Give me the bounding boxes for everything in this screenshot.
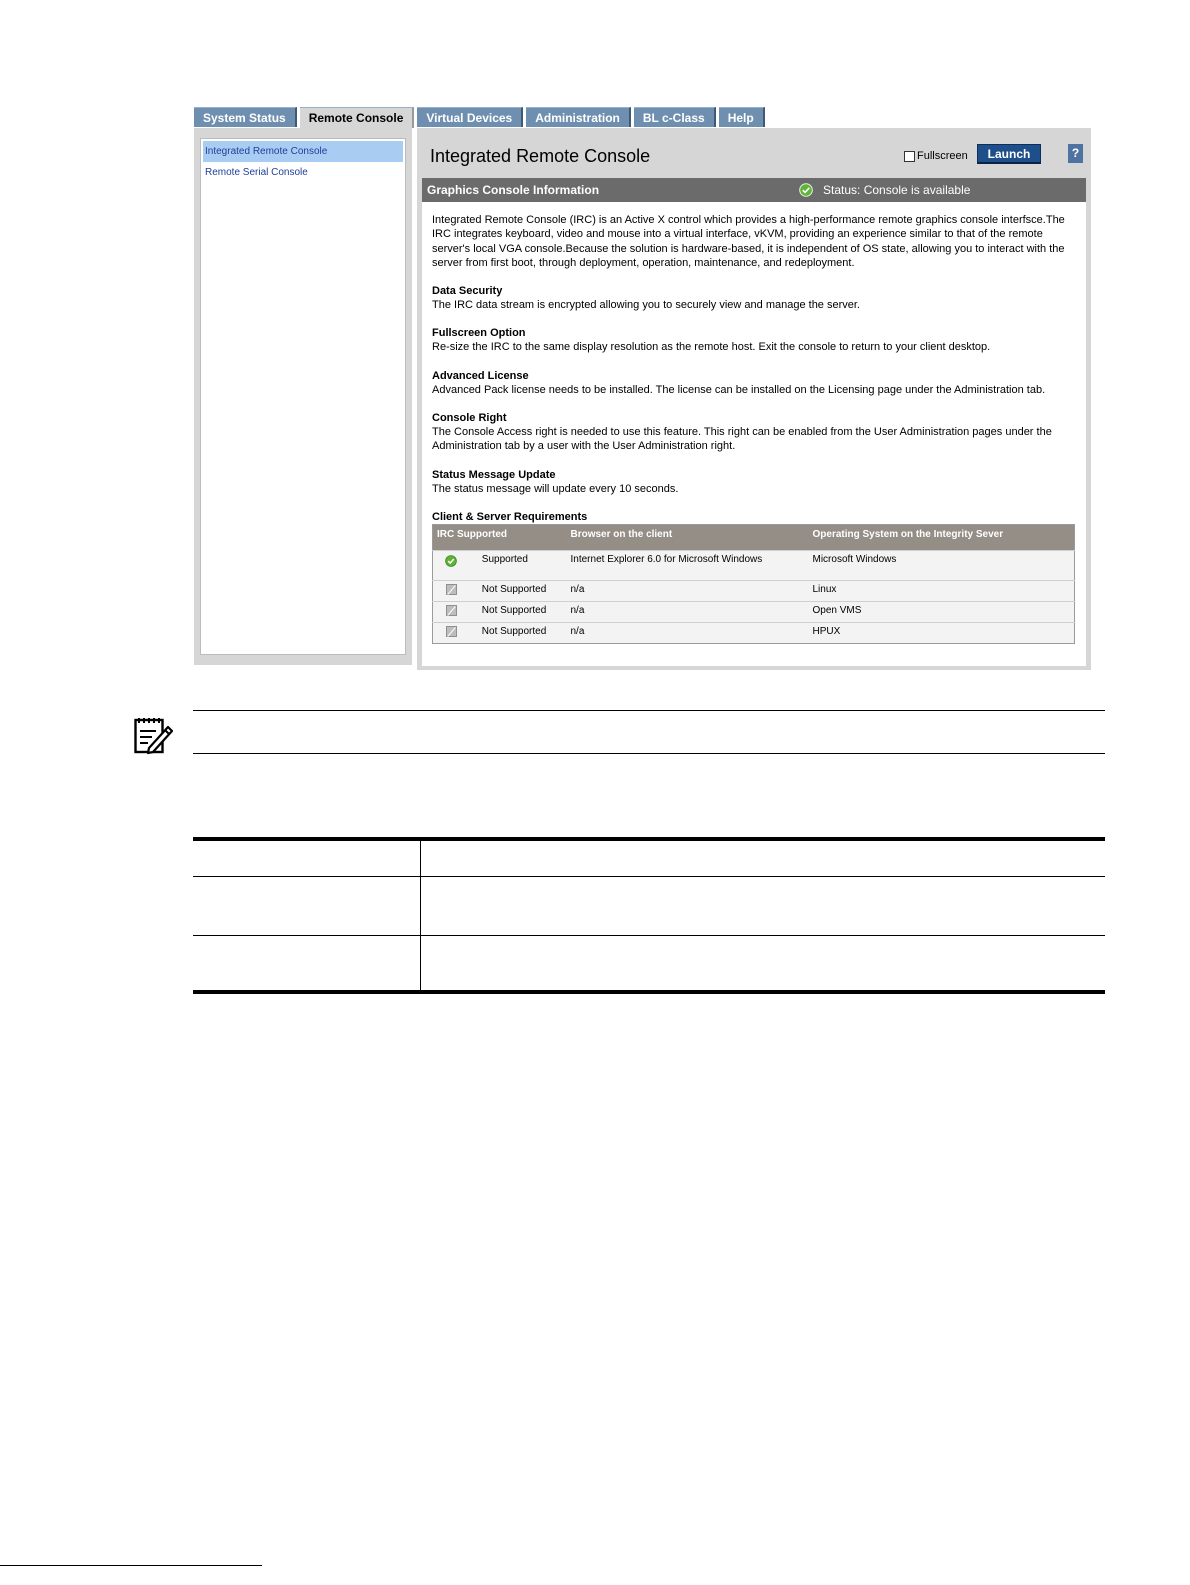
console-info-content xyxy=(422,202,1086,666)
table-row xyxy=(433,550,1075,580)
supported-value: Not Supported xyxy=(481,625,547,637)
launch-button[interactable]: Launch xyxy=(977,144,1041,164)
table-column-divider xyxy=(420,841,421,990)
sidebar-list xyxy=(200,138,406,655)
requirements-table xyxy=(432,524,1075,644)
check-circle-icon xyxy=(445,555,457,567)
table-cell xyxy=(433,622,567,643)
section-status-message-update xyxy=(432,468,1076,496)
pencil-box-icon xyxy=(446,584,457,595)
page-header xyxy=(422,128,1086,178)
table-cell: Internet Explorer 6.0 for Microsoft Windows xyxy=(567,550,809,580)
fullscreen-label: Fullscreen xyxy=(917,150,968,162)
supported-value: Not Supported xyxy=(481,604,547,616)
section-text: The status message will update every 10 seconds. xyxy=(432,482,679,495)
main-panel xyxy=(417,128,1091,670)
section-heading: Fullscreen Option xyxy=(432,327,526,340)
section-fullscreen-option xyxy=(432,326,1076,354)
table-cell: Linux xyxy=(809,580,1075,601)
table-cell: Open VMS xyxy=(809,601,1075,622)
column-header: Browser on the client xyxy=(567,524,809,550)
pencil-box-icon xyxy=(446,605,457,616)
footnote-rule xyxy=(0,1565,262,1566)
pencil-box-icon xyxy=(446,626,457,637)
table-cell: Microsoft Windows xyxy=(809,550,1075,580)
sidebar xyxy=(194,128,412,665)
column-header: IRC Supported xyxy=(433,524,567,550)
section-console-right xyxy=(432,411,1076,454)
help-icon[interactable]: ? xyxy=(1068,144,1083,163)
intro-text: Integrated Remote Console (IRC) is an Active X control which provides a high-performance remote graphics console interfsce.The IRC integrates keyboard, video and mouse into a virtual interface, vKVM, providing an experience similar to that of the remote server's local VGA console.Because the solution is hardware-based, it is independent of OS state, allowing you to interact with the server from first boot, through deployment, operation, maintenance, and redeployment. xyxy=(432,214,1065,269)
column-header: Operating System on the Integrity Sever xyxy=(809,524,1075,550)
table-cell: n/a xyxy=(567,622,809,643)
table-row-divider xyxy=(193,876,1105,877)
sidebar-item-remote-serial-console[interactable]: Remote Serial Console xyxy=(205,167,308,178)
tab-bl-c-class[interactable]: BL c-Class xyxy=(634,107,716,127)
section-data-security xyxy=(432,284,1076,312)
supported-value: Supported xyxy=(481,553,528,565)
tab-remote-console[interactable]: Remote Console xyxy=(300,107,415,128)
page-title: Integrated Remote Console xyxy=(430,146,651,166)
tab-virtual-devices[interactable]: Virtual Devices xyxy=(417,107,523,127)
sidebar-item-integrated-remote-console[interactable]: Integrated Remote Console xyxy=(203,141,403,162)
note-rule-bottom xyxy=(193,753,1105,754)
section-heading: Advanced License xyxy=(432,369,529,382)
section-text: Advanced Pack license needs to be installed. The license can be installed on the Licensing page under the Administration tab. xyxy=(432,383,1046,396)
table-cell: n/a xyxy=(567,580,809,601)
table-row-divider xyxy=(193,935,1105,936)
fullscreen-option[interactable] xyxy=(904,150,968,162)
document-table xyxy=(193,837,1105,994)
section-advanced-license xyxy=(432,369,1076,397)
section-heading: Console Right xyxy=(432,412,507,425)
requirements-title: Client & Server Requirements xyxy=(432,510,588,523)
note-pencil-icon xyxy=(133,715,173,755)
check-circle-icon xyxy=(799,183,813,197)
note-rule-top xyxy=(193,710,1105,711)
table-row xyxy=(433,622,1075,643)
section-heading: Status Message Update xyxy=(432,468,556,481)
status-text: Status: Console is available xyxy=(823,183,971,197)
table-cell: n/a xyxy=(567,601,809,622)
section-text: The Console Access right is needed to use this feature. This right can be enabled from the User Administration pages under the Administration tab by a user with the User Administration right. xyxy=(432,426,1052,453)
table-header-row xyxy=(433,524,1075,550)
fullscreen-checkbox[interactable] xyxy=(904,151,915,162)
table-row xyxy=(433,580,1075,601)
table-cell xyxy=(433,601,567,622)
supported-value: Not Supported xyxy=(481,583,547,595)
section-text: Re-size the IRC to the same display resolution as the remote host. Exit the console to return to your client desktop. xyxy=(432,341,991,354)
section-heading: Data Security xyxy=(432,285,503,298)
tab-system-status[interactable]: System Status xyxy=(194,107,297,127)
table-cell xyxy=(433,550,567,580)
table-row xyxy=(433,601,1075,622)
tab-bar xyxy=(194,107,768,128)
table-cell xyxy=(433,580,567,601)
tab-help[interactable]: Help xyxy=(719,107,765,127)
info-bar xyxy=(422,178,1086,202)
table-cell: HPUX xyxy=(809,622,1075,643)
tab-administration[interactable]: Administration xyxy=(526,107,631,127)
section-text: The IRC data stream is encrypted allowing you to securely view and manage the server. xyxy=(432,299,860,312)
info-bar-title: Graphics Console Information xyxy=(427,183,600,197)
